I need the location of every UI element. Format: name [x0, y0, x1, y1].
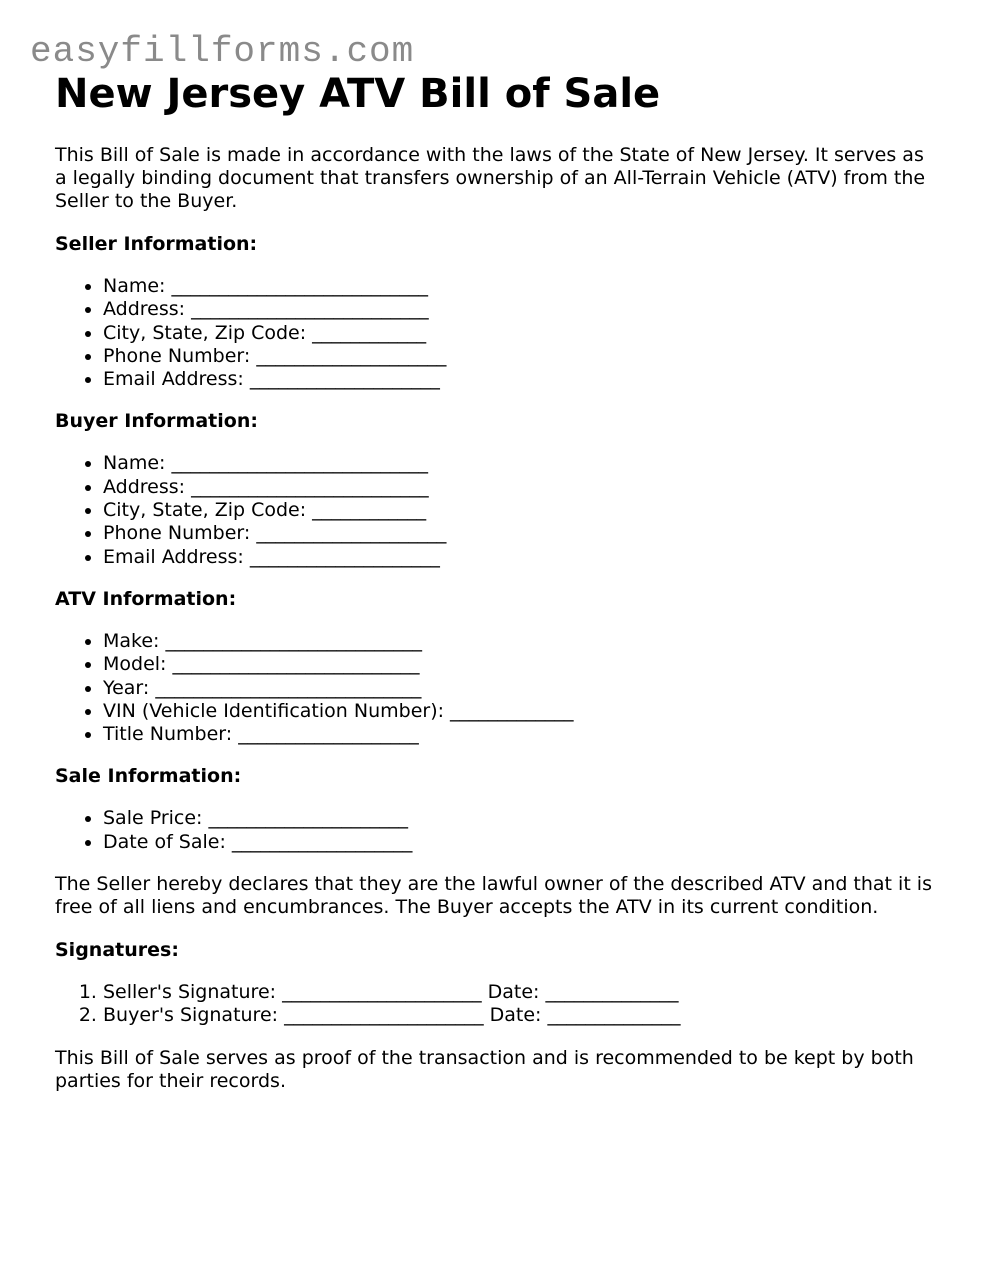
atv-model-field[interactable]: • Model: __________________________ [103, 653, 940, 676]
seller-address-field[interactable]: • Address: _________________________ [103, 298, 940, 321]
seller-phone-field[interactable]: • Phone Number: ____________________ [103, 345, 940, 368]
intro-paragraph: This Bill of Sale is made in accordance with the laws of the State of New Jersey. It serves as a legally binding document that transfers ownership of an All-Terrain Vehicle (ATV) from the Seller to the Buyer. [55, 144, 926, 212]
document-page [55, 70, 940, 1113]
atv-list [55, 630, 940, 746]
buyer-list [55, 452, 940, 568]
declaration-paragraph: The Seller hereby declares that they are the lawful owner of the described ATV and that it is free of all liens and encumbrances. The Buyer accepts the ATV in its current condition. [55, 873, 932, 919]
buyer-email-field[interactable]: • Email Address: ____________________ [103, 546, 940, 569]
seller-signature-field[interactable]: 1. Seller's Signature: _____________________ Date: ______________ [103, 981, 940, 1004]
watermark: easyfillforms.com [30, 31, 415, 72]
atv-make-field[interactable]: • Make: ___________________________ [103, 630, 940, 653]
signatures-heading: Signatures: [55, 939, 179, 962]
sale-date-field[interactable]: • Date of Sale: ___________________ [103, 831, 940, 854]
atv-title-number-field[interactable]: • Title Number: ___________________ [103, 723, 940, 746]
buyer-signature-field[interactable]: 2. Buyer's Signature: _____________________ Date: ______________ [103, 1004, 940, 1027]
buyer-name-field[interactable]: • Name: ___________________________ [103, 452, 940, 475]
sale-price-field[interactable]: • Sale Price: _____________________ [103, 807, 940, 830]
seller-heading: Seller Information: [55, 233, 258, 255]
sale-list [55, 807, 940, 854]
atv-year-field[interactable]: • Year: ____________________________ [103, 677, 940, 700]
atv-vin-field[interactable]: • VIN (Vehicle Identification Number): _____________ [103, 700, 940, 723]
seller-email-field[interactable]: • Email Address: ____________________ [103, 368, 940, 391]
buyer-city-state-zip-field[interactable]: • City, State, Zip Code: ____________ [103, 499, 940, 522]
atv-heading: ATV Information: [55, 587, 237, 610]
signatures-list [55, 981, 940, 1028]
closing-paragraph: This Bill of Sale serves as proof of the transaction and is recommended to be kept by both parties for their records. [55, 1046, 914, 1092]
seller-city-state-zip-field[interactable]: • City, State, Zip Code: ____________ [103, 322, 940, 345]
seller-list [55, 275, 940, 391]
buyer-address-field[interactable]: • Address: _________________________ [103, 476, 940, 499]
sale-heading: Sale Information: [55, 765, 242, 788]
buyer-phone-field[interactable]: • Phone Number: ____________________ [103, 522, 940, 545]
buyer-heading: Buyer Information: [55, 410, 258, 433]
seller-name-field[interactable]: • Name: ___________________________ [103, 275, 940, 298]
page-title: New Jersey ATV Bill of Sale [55, 71, 661, 117]
